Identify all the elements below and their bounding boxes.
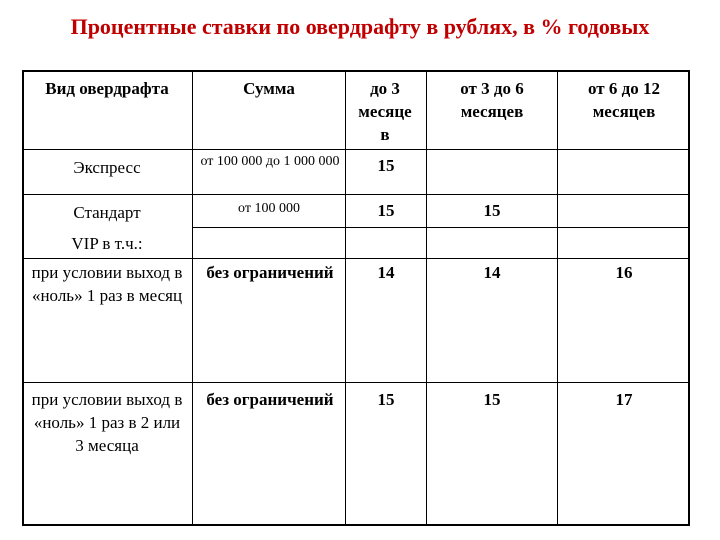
header-type: Вид овердрафта (45, 79, 169, 98)
rate-up-to-3: 15 (377, 390, 395, 409)
page-title: Процентные ставки по овердрафту в рублях, в % годовых (70, 14, 650, 39)
row-type: VIP в т.ч.: (71, 234, 143, 253)
rate-3-to-6: 15 (483, 201, 501, 220)
rate-3-to-6: 14 (483, 263, 501, 282)
row-type: при условии выход в «ноль» 1 раз в 2 или 3 месяца (31, 390, 183, 455)
row-divider (22, 149, 690, 150)
column-divider (557, 70, 558, 526)
row-type: Экспресс (73, 158, 141, 177)
row-amount: от 100 000 (238, 201, 300, 216)
rate-3-to-6: 15 (483, 390, 501, 409)
header-6-to-12: от 6 до 12 месяцев (588, 79, 660, 121)
row-type: при условии выход в «ноль» 1 раз в месяц (31, 263, 183, 305)
rate-6-to-12: 16 (615, 263, 633, 282)
row-amount: от 100 000 до 1 000 000 (200, 154, 340, 169)
row-amount: без ограничений (206, 390, 334, 409)
header-3-to-6: от 3 до 6 месяцев (460, 79, 524, 121)
row-divider (22, 382, 690, 383)
rate-6-to-12: 17 (615, 390, 633, 409)
rate-up-to-3: 15 (377, 201, 395, 220)
row-divider (192, 227, 690, 228)
row-divider (22, 258, 690, 259)
row-amount: без ограничений (206, 263, 334, 282)
rate-up-to-3: 15 (377, 156, 395, 175)
header-amount: Сумма (243, 79, 295, 98)
row-type: Стандарт (73, 203, 141, 222)
column-divider (426, 70, 427, 526)
column-divider (192, 70, 193, 526)
header-up-to-3: до 3 месяце в (358, 79, 412, 144)
row-divider (22, 194, 690, 195)
rate-up-to-3: 14 (377, 263, 395, 282)
column-divider (345, 70, 346, 526)
